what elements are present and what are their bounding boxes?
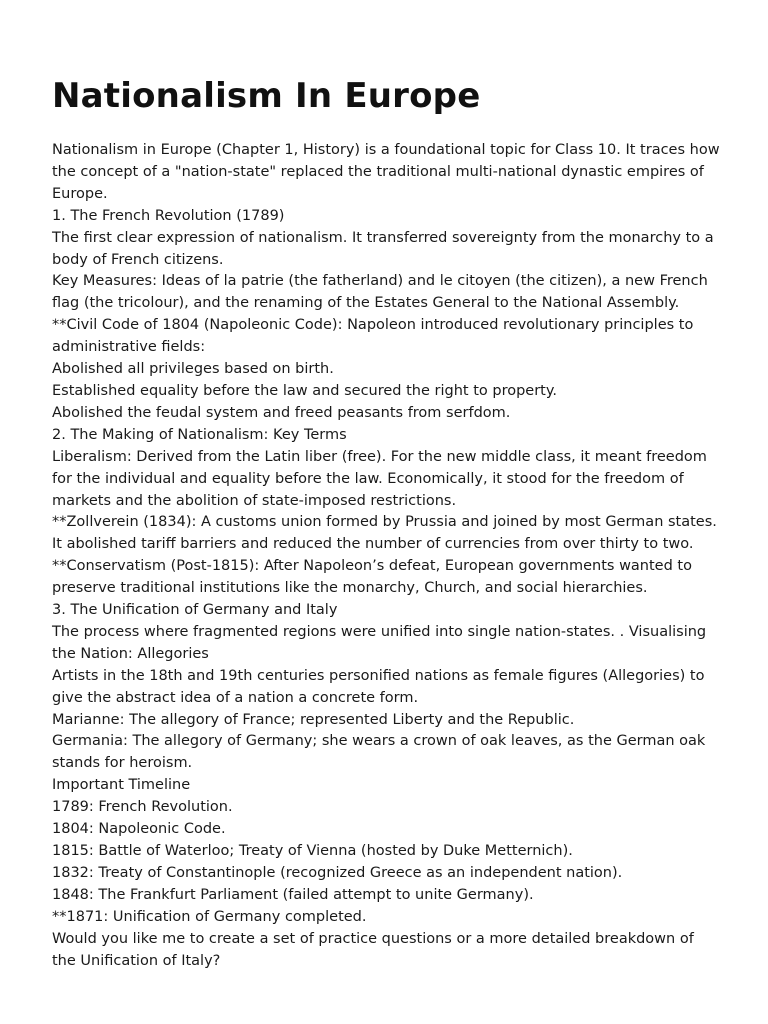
intro-paragraph: Nationalism in Europe (Chapter 1, History) is a foundational topic for Class 10. It traces how the concept of a "nation-state" replaced the traditional multi-national dynastic empires of Europe. xyxy=(52,142,720,202)
timeline-item-1871: **1871: Unification of Germany completed. xyxy=(52,908,367,925)
paragraph-liberalism: Liberalism: Derived from the Latin liber (free). For the new middle class, it meant freedom for the individual and equality before the law. Economically, it stood for the freedom of markets and the abolition of state-imposed restrictions. xyxy=(52,448,707,509)
paragraph-germania: Germania: The allegory of Germany; she wears a crown of oak leaves, as the German oak stands for heroism. xyxy=(52,733,706,772)
paragraph-abolished-privileges: Abolished all privileges based on birth. xyxy=(52,361,334,378)
paragraph-civil-code: **Civil Code of 1804 (Napoleonic Code): Napoleon introduced revolutionary principles to administrative fields: xyxy=(52,317,694,356)
section-heading-unification: 3. The Unification of Germany and Italy xyxy=(52,602,338,619)
document-body xyxy=(52,140,720,972)
closing-question: Would you like me to create a set of practice questions or a more detailed breakdown of the Unification of Italy? xyxy=(52,930,694,969)
section-heading-french-revolution: 1. The French Revolution (1789) xyxy=(52,207,285,224)
paragraph-zollverein: **Zollverein (1834): A customs union formed by Prussia and joined by most German states. It abolished tariff barriers and reduced the number of currencies from over thirty to two. xyxy=(52,514,717,553)
section-heading-key-terms: 2. The Making of Nationalism: Key Terms xyxy=(52,426,347,443)
paragraph-fragmented-regions: The process where fragmented regions were unified into single nation-states. . Visualising the Nation: Allegories xyxy=(52,623,707,662)
paragraph-marianne: Marianne: The allegory of France; represented Liberty and the Republic. xyxy=(52,711,575,728)
timeline-item-1832: 1832: Treaty of Constantinople (recognized Greece as an independent nation). xyxy=(52,864,623,881)
document-page xyxy=(52,72,720,972)
section-heading-timeline: Important Timeline xyxy=(52,777,191,794)
document-title: Nationalism In Europe xyxy=(52,76,481,116)
paragraph-conservatism: **Conservatism (Post-1815): After Napoleon’s defeat, European governments wanted to preserve traditional institutions like the monarchy, Church, and social hierarchies. xyxy=(52,558,692,597)
timeline-item-1815: 1815: Battle of Waterloo; Treaty of Vienna (hosted by Duke Metternich). xyxy=(52,843,573,859)
paragraph-equality-law: Established equality before the law and secured the right to property. xyxy=(52,382,557,399)
paragraph-feudal-system: Abolished the feudal system and freed peasants from serfdom. xyxy=(52,404,511,421)
timeline-item-1789: 1789: French Revolution. xyxy=(52,799,233,816)
timeline-item-1848: 1848: The Frankfurt Parliament (failed attempt to unite Germany). xyxy=(52,886,534,903)
paragraph-allegories: Artists in the 18th and 19th centuries personified nations as female figures (Allegories) to give the abstract idea of a nation a concrete form. xyxy=(52,667,705,706)
timeline-item-1804: 1804: Napoleonic Code. xyxy=(52,821,226,838)
paragraph-first-expression: The first clear expression of nationalism. It transferred sovereignty from the monarchy to a body of French citizens. xyxy=(52,229,714,268)
paragraph-key-measures: Key Measures: Ideas of la patrie (the fatherland) and le citoyen (the citizen), a new French flag (the tricolour), and the renaming of the Estates General to the National Assembly. xyxy=(52,273,708,312)
